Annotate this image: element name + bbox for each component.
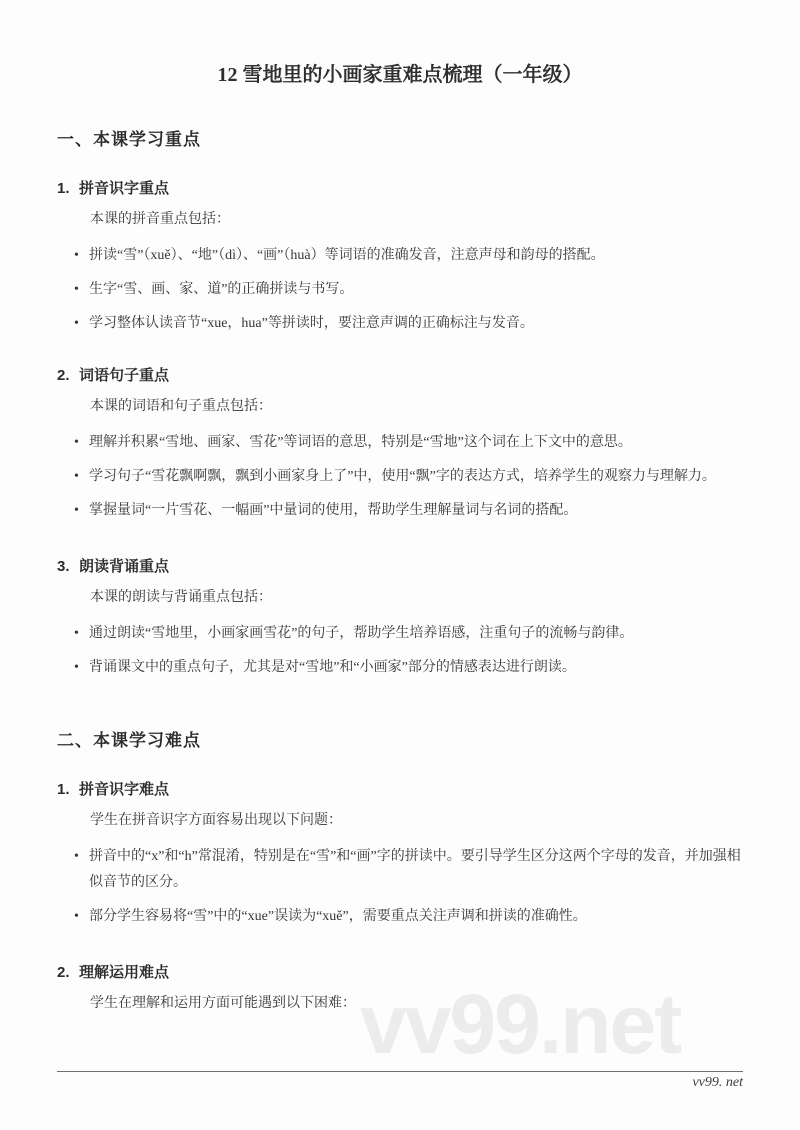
bullet-text: 学习整体认读音节“xue，hua”等拼读时，要注意声调的正确标注与发音。 [89,316,534,331]
bullet-dot-icon: • [74,282,79,297]
page-title: 12 雪地里的小画家重难点梳理（一年级） [217,64,583,86]
subsection-number: 2. [57,964,70,981]
subsection-number: 2. [57,367,70,384]
bullet-dot-icon: • [74,849,79,864]
subsection-words-sentences [57,365,743,524]
bullet-item [74,904,743,930]
subsection-number: 1. [57,180,70,197]
bullet-list [74,430,743,524]
subsection-title-text: 拼音识字重点 [79,180,170,197]
bullet-text: 理解并积累“雪地、画家、雪花”等词语的意思，特别是“雪地”这个词在上下文中的意思。 [89,435,632,450]
subsection-pinyin-difficulties [57,779,743,930]
bullet-item [74,243,743,269]
watermark-text: vv99.net [360,977,681,1071]
subsection-number: 1. [57,781,70,798]
bullet-dot-icon: • [74,248,79,263]
section-heading: 一、本课学习重点 [57,130,201,149]
section-key-points [57,128,743,681]
subsection-title-text: 词语句子重点 [79,367,170,384]
section-heading: 二、本课学习难点 [57,731,201,750]
footer-site-label: vv99. net [692,1075,743,1090]
bullet-item [74,621,743,647]
bullet-text: 背诵课文中的重点句子，尤其是对“雪地”和“小画家”部分的情感表达进行朗读。 [89,660,576,675]
bullet-text: 学习句子“雪花飘啊飘，飘到小画家身上了”中，使用“飘”字的表达方式，培养学生的观察力与理解力。 [89,469,716,484]
bullet-list [74,844,743,930]
bullet-dot-icon: • [74,435,79,450]
bullet-text: 生字“雪、画、家、道”的正确拼读与书写。 [89,282,354,297]
subsection-intro: 本课的朗读与背诵重点包括： [90,590,272,605]
subsection-intro: 学生在拼音识字方面容易出现以下问题： [90,813,342,828]
subsection-title [57,365,743,387]
page-footer [57,1071,743,1091]
subsection-intro: 学生在理解和运用方面可能遇到以下困难： [90,996,356,1011]
subsection-title [57,779,743,801]
bullet-text: 掌握量词“一片雪花、一幅画”中量词的使用，帮助学生理解量词与名词的搭配。 [89,503,578,518]
bullet-text: 部分学生容易将“雪”中的“xue”误读为“xuě”，需要重点关注声调和拼读的准确性。 [89,909,587,924]
subsection-intro: 本课的拼音重点包括： [90,212,230,227]
bullet-dot-icon: • [74,660,79,675]
subsection-comprehension-difficulties [57,962,743,1015]
section-difficulties [57,729,743,1015]
bullet-item [74,464,743,490]
bullet-dot-icon: • [74,316,79,331]
bullet-item [74,844,743,896]
bullet-item [74,655,743,681]
bullet-dot-icon: • [74,909,79,924]
subsection-reading-recitation [57,556,743,681]
bullet-item [74,498,743,524]
bullet-text: 拼音中的“x”和“h”常混淆，特别是在“雪”和“画”字的拼读中。要引导学生区分这两个字母的发音，并加强相似音节的区分。 [89,849,741,890]
bullet-dot-icon: • [74,469,79,484]
subsection-title [57,962,743,984]
bullet-dot-icon: • [74,503,79,518]
subsection-pinyin-keypoints [57,178,743,337]
bullet-text: 通过朗读“雪地里，小画家画雪花”的句子，帮助学生培养语感，注重句子的流畅与韵律。 [89,626,634,641]
subsection-title [57,178,743,200]
subsection-title-text: 理解运用难点 [79,964,170,981]
bullet-text: 拼读“雪”（xuě）、“地”（dì）、“画”（huà）等词语的准确发音，注意声母和韵母的搭配。 [89,248,605,263]
subsection-title-text: 拼音识字难点 [79,781,170,798]
subsection-title-text: 朗读背诵重点 [79,558,170,575]
bullet-list [74,243,743,337]
bullet-dot-icon: • [74,626,79,641]
subsection-intro: 本课的词语和句子重点包括： [90,399,272,414]
footer-divider [57,1071,743,1072]
bullet-item [74,277,743,303]
subsection-title [57,556,743,578]
bullet-list [74,621,743,681]
bullet-item [74,311,743,337]
bullet-item [74,430,743,456]
subsection-number: 3. [57,558,70,575]
